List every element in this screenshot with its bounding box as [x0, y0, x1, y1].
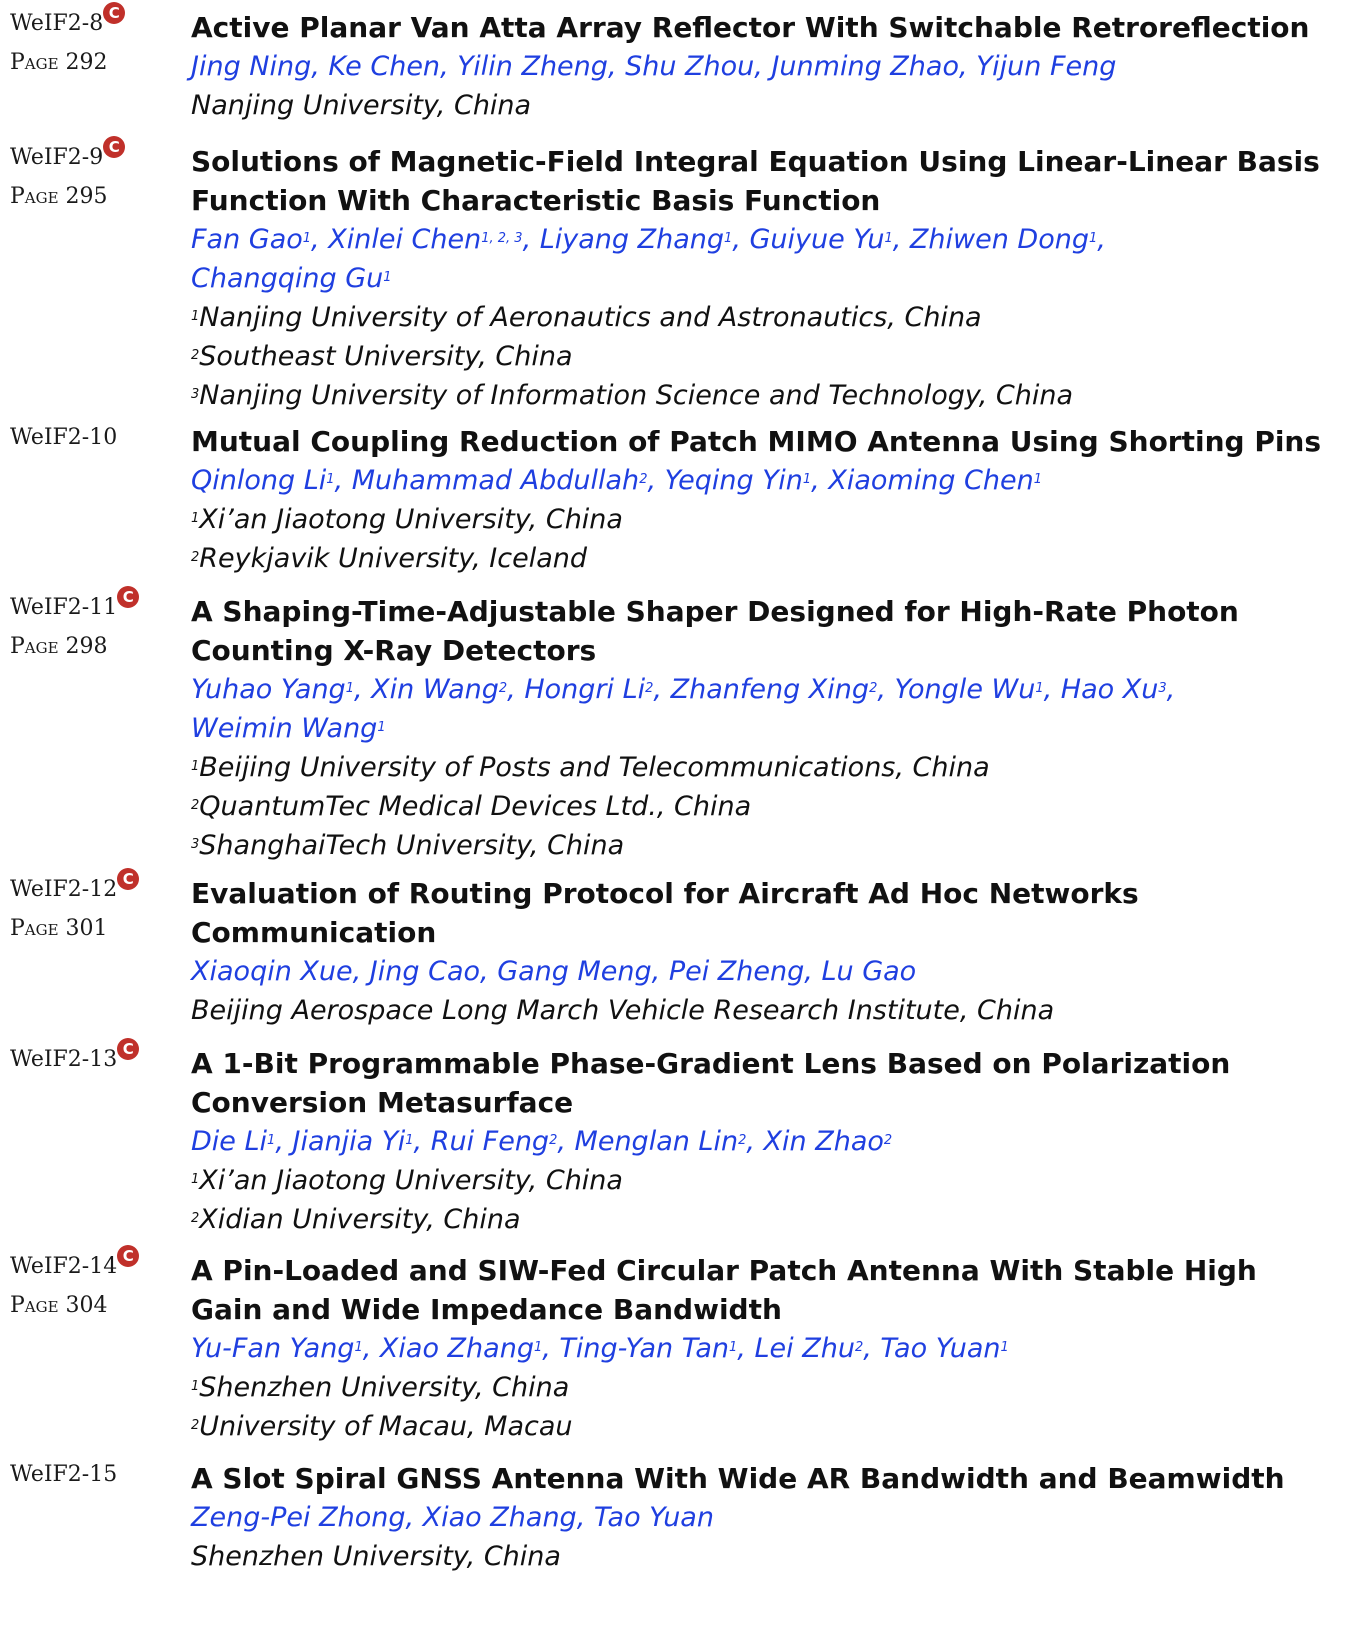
author-name[interactable]: Jing Ning — [191, 51, 312, 82]
author-line: Yu-Fan Yang$^1$, Xiao Zhang$^1$, Ting-Yan Tan$^1$, Lei Zhu$^2$, Tao Yuan$^1$ — [191, 1333, 1009, 1364]
author-name[interactable]: Zeng-Pei Zhong — [191, 1502, 406, 1533]
affiliation-mark: 1 — [377, 720, 386, 735]
affiliation: $^1$Xi’an Jiaotong University, China — [191, 1165, 623, 1196]
author-name[interactable]: Gang Meng — [497, 956, 652, 987]
author-name[interactable]: Xin Wang — [371, 674, 499, 705]
affiliation: $^3$Nanjing University of Information Science and Technology, China — [191, 380, 1074, 411]
paper-title: A Slot Spiral GNSS Antenna With Wide AR Bandwidth and Beamwidth — [191, 1462, 1285, 1495]
affiliation-mark: 1 — [383, 270, 392, 285]
affiliation: $^2$University of Macau, Macau — [191, 1411, 573, 1442]
author-line: Yuhao Yang$^1$, Xin Wang$^2$, Hongri Li$^2$, Zhanfeng Xing$^2$, Yongle Wu$^1$, Hao Xu$^3$, — [191, 674, 1176, 705]
author-name[interactable]: Pei Zheng — [668, 956, 805, 987]
session-code — [10, 870, 139, 904]
author-name[interactable]: Zhiwen Dong — [909, 224, 1089, 255]
author-name[interactable]: Ke Chen — [328, 51, 441, 82]
author-name[interactable]: Yijun Feng — [976, 51, 1117, 82]
author-name[interactable]: Xiao Zhang — [422, 1502, 577, 1533]
session-code-text: WeIF2-8 — [10, 11, 104, 36]
affiliation-mark: 1 — [326, 472, 335, 487]
page-reference[interactable]: Page 301 — [10, 916, 108, 941]
affiliation-mark: 3 — [1158, 681, 1167, 696]
author-name[interactable]: Xin Zhao — [763, 1126, 884, 1157]
affiliation-mark: 1, 2, 3 — [481, 231, 523, 246]
entry-body — [191, 422, 1331, 578]
author-name[interactable]: Muhammad Abdullah — [351, 465, 640, 496]
affiliation-mark: 2 — [191, 550, 200, 565]
entry-body — [191, 592, 1331, 865]
affiliation-mark: 1 — [302, 231, 312, 246]
affiliation-mark: 3 — [191, 387, 200, 402]
author-name[interactable]: Shu Zhou — [625, 51, 755, 82]
paper-title: Solutions of Magnetic-Field Integral Equation Using Linear-Linear Basis — [191, 145, 1320, 178]
paper-title: Evaluation of Routing Protocol for Aircraft Ad Hoc Networks — [191, 877, 1139, 910]
affiliation: $^2$Southeast University, China — [191, 341, 573, 372]
paper-title: Gain and Wide Impedance Bandwidth — [191, 1293, 782, 1326]
author-name[interactable]: Jing Cao — [369, 956, 481, 987]
author-name[interactable]: Weimin Wang — [191, 713, 378, 744]
affiliation-mark: 1 — [191, 511, 200, 526]
entry-body — [191, 1044, 1331, 1239]
affiliation: Shenzhen University, China — [191, 1541, 561, 1572]
paper-title: A Shaping-Time-Adjustable Shaper Designed for High-Rate Photon — [191, 595, 1239, 628]
affiliation: $^1$Nanjing University of Aeronautics and Astronautics, China — [191, 302, 982, 333]
author-name[interactable]: Fan Gao — [191, 224, 303, 255]
affiliation-mark: 2 — [191, 1211, 200, 1226]
affiliation-mark: 1 — [884, 231, 893, 246]
author-name[interactable]: Zhanfeng Xing — [670, 674, 870, 705]
affiliation-mark: 1 — [1033, 472, 1043, 487]
page-reference[interactable]: Page 298 — [10, 634, 108, 659]
page-reference[interactable]: Page 304 — [10, 1293, 108, 1318]
affiliation-mark: 1 — [1035, 681, 1044, 696]
paper-title: Mutual Coupling Reduction of Patch MIMO Antenna Using Shorting Pins — [191, 425, 1322, 458]
affiliation-mark: 1 — [1088, 231, 1098, 246]
author-name[interactable]: Tao Yuan — [593, 1502, 714, 1533]
affiliation-mark: 1 — [533, 1340, 543, 1355]
author-name[interactable]: Yilin Zheng — [457, 51, 608, 82]
session-code — [10, 424, 117, 452]
session-code-text: WeIF2-12 — [10, 877, 118, 902]
session-code — [10, 588, 139, 622]
affiliation: $^2$QuantumTec Medical Devices Ltd., China — [191, 791, 752, 822]
entry-body — [191, 874, 1331, 1030]
session-code — [10, 1040, 139, 1074]
affiliation-mark: 2 — [191, 348, 200, 363]
author-name[interactable]: Changqing Gu — [191, 263, 384, 294]
session-code-text: WeIF2-13 — [10, 1047, 118, 1072]
affiliation-mark: 1 — [345, 681, 354, 696]
affiliation-mark: 2 — [191, 798, 200, 813]
author-line — [191, 709, 1331, 748]
affiliation-mark: 2 — [639, 472, 648, 487]
paper-title: A Pin-Loaded and SIW-Fed Circular Patch Antenna With Stable High — [191, 1254, 1257, 1287]
session-code-text: WeIF2-11 — [10, 595, 118, 620]
entry-body — [191, 1459, 1331, 1576]
author-name[interactable]: Jianjia Yi — [292, 1126, 406, 1157]
affiliation-mark: 3 — [191, 837, 200, 852]
author-name[interactable]: Xinlei Chen — [328, 224, 482, 255]
session-code-text: WeIF2-15 — [10, 1462, 118, 1487]
paper-title: Function With Characteristic Basis Function — [191, 184, 881, 217]
affiliation-mark: 1 — [191, 1172, 200, 1187]
author-name[interactable]: Lei Zhu — [754, 1333, 855, 1364]
affiliation: $^2$Xidian University, China — [191, 1204, 521, 1235]
author-name[interactable]: Guiyue Yu — [749, 224, 885, 255]
author-name[interactable]: Qinlong Li — [191, 465, 327, 496]
c-badge-icon[interactable]: C — [103, 2, 125, 24]
paper-title: Active Planar Van Atta Array Reflector With Switchable Retroreflection — [191, 11, 1310, 44]
affiliation-mark: 1 — [802, 472, 812, 487]
affiliation-mark: 1 — [191, 1379, 200, 1394]
paper-title: Conversion Metasurface — [191, 1086, 574, 1119]
c-badge-icon[interactable]: C — [117, 1038, 139, 1060]
entry-body — [191, 142, 1331, 415]
affiliation-mark: 1 — [354, 1340, 363, 1355]
affiliation: Beijing Aerospace Long March Vehicle Research Institute, China — [191, 995, 1055, 1026]
author-line — [191, 259, 1331, 298]
author-name[interactable]: Xiao Zhang — [379, 1333, 534, 1364]
affiliation-mark: 1 — [191, 759, 200, 774]
affiliation-mark: 2 — [854, 1340, 864, 1355]
c-badge-icon[interactable]: C — [117, 1245, 139, 1267]
author-name[interactable]: Xiaoming Chen — [828, 465, 1034, 496]
affiliation: $^1$Beijing University of Posts and Telecommunications, China — [191, 752, 990, 783]
session-code — [10, 1247, 139, 1281]
session-code-text: WeIF2-14 — [10, 1254, 118, 1279]
author-name[interactable]: Yeqing Yin — [664, 465, 803, 496]
affiliation-mark: 2 — [883, 1133, 893, 1148]
author-name[interactable]: Yu-Fan Yang — [191, 1333, 355, 1364]
c-badge-icon[interactable]: C — [117, 868, 139, 890]
affiliation-mark: 2 — [738, 1133, 747, 1148]
author-name[interactable]: Rui Feng — [430, 1126, 550, 1157]
session-code-text: WeIF2-9 — [10, 145, 104, 170]
c-badge-icon[interactable]: C — [117, 586, 139, 608]
affiliation: $^2$Reykjavik University, Iceland — [191, 543, 587, 574]
author-name[interactable]: Hao Xu — [1060, 674, 1159, 705]
author-name[interactable]: Tao Yuan — [880, 1333, 1001, 1364]
affiliation-mark: 1 — [729, 1340, 738, 1355]
affiliation-mark: 2 — [869, 681, 878, 696]
author-name[interactable]: Junming Zhao — [771, 51, 959, 82]
affiliation: Nanjing University, China — [191, 90, 532, 121]
author-name[interactable]: Lu Gao — [821, 956, 917, 987]
session-code — [10, 1461, 117, 1489]
affiliation: $^1$Xi’an Jiaotong University, China — [191, 504, 623, 535]
affiliation-mark: 1 — [267, 1133, 276, 1148]
affiliation-mark: 1 — [405, 1133, 414, 1148]
author-name[interactable]: Liyang Zhang — [539, 224, 725, 255]
paper-title: Communication — [191, 916, 437, 949]
session-code — [10, 4, 125, 38]
author-name[interactable]: Menglan Lin — [574, 1126, 739, 1157]
author-name[interactable]: Yongle Wu — [894, 674, 1036, 705]
author-name[interactable]: Die Li — [191, 1126, 268, 1157]
affiliation-mark: 1 — [724, 231, 733, 246]
author-line: Jing Ning, Ke Chen, Yilin Zheng, Shu Zhou, Junming Zhao, Yijun Feng — [191, 51, 1117, 82]
author-line: Zeng-Pei Zhong, Xiao Zhang, Tao Yuan — [191, 1502, 714, 1533]
author-line: Fan Gao$^1$, Xinlei Chen$^{1, 2, 3}$, Liyang Zhang$^1$, Guiyue Yu$^1$, Zhiwen Dong$^1$, — [191, 224, 1106, 255]
affiliation-mark: 1 — [1000, 1340, 1009, 1355]
session-code — [10, 138, 125, 172]
author-line: Die Li$^1$, Jianjia Yi$^1$, Rui Feng$^2$, Menglan Lin$^2$, Xin Zhao$^2$ — [191, 1126, 893, 1157]
c-badge-icon[interactable]: C — [103, 136, 125, 158]
session-code-text: WeIF2-10 — [10, 425, 118, 450]
paper-title: A 1-Bit Programmable Phase-Gradient Lens Based on Polarization — [191, 1047, 1231, 1080]
entry-body — [191, 8, 1331, 125]
author-name[interactable]: Hongri Li — [524, 674, 646, 705]
affiliation-mark: 1 — [191, 309, 200, 324]
affiliation-mark: 2 — [549, 1133, 558, 1148]
affiliation-mark: 2 — [498, 681, 508, 696]
affiliation-mark: 2 — [191, 1418, 200, 1433]
author-line: Xiaoqin Xue, Jing Cao, Gang Meng, Pei Zheng, Lu Gao — [191, 956, 917, 987]
author-name[interactable]: Yuhao Yang — [191, 674, 346, 705]
entry-body — [191, 1251, 1331, 1446]
page-reference[interactable]: Page 292 — [10, 50, 108, 75]
affiliation: $^1$Shenzhen University, China — [191, 1372, 570, 1403]
author-line: Qinlong Li$^1$, Muhammad Abdullah$^2$, Yeqing Yin$^1$, Xiaoming Chen$^1$ — [191, 465, 1043, 496]
page-reference[interactable]: Page 295 — [10, 184, 108, 209]
affiliation-mark: 2 — [645, 681, 654, 696]
author-name[interactable]: Xiaoqin Xue — [191, 956, 353, 987]
paper-title: Counting X-Ray Detectors — [191, 634, 597, 667]
author-name[interactable]: Ting-Yan Tan — [559, 1333, 730, 1364]
affiliation: $^3$ShanghaiTech University, China — [191, 830, 625, 861]
